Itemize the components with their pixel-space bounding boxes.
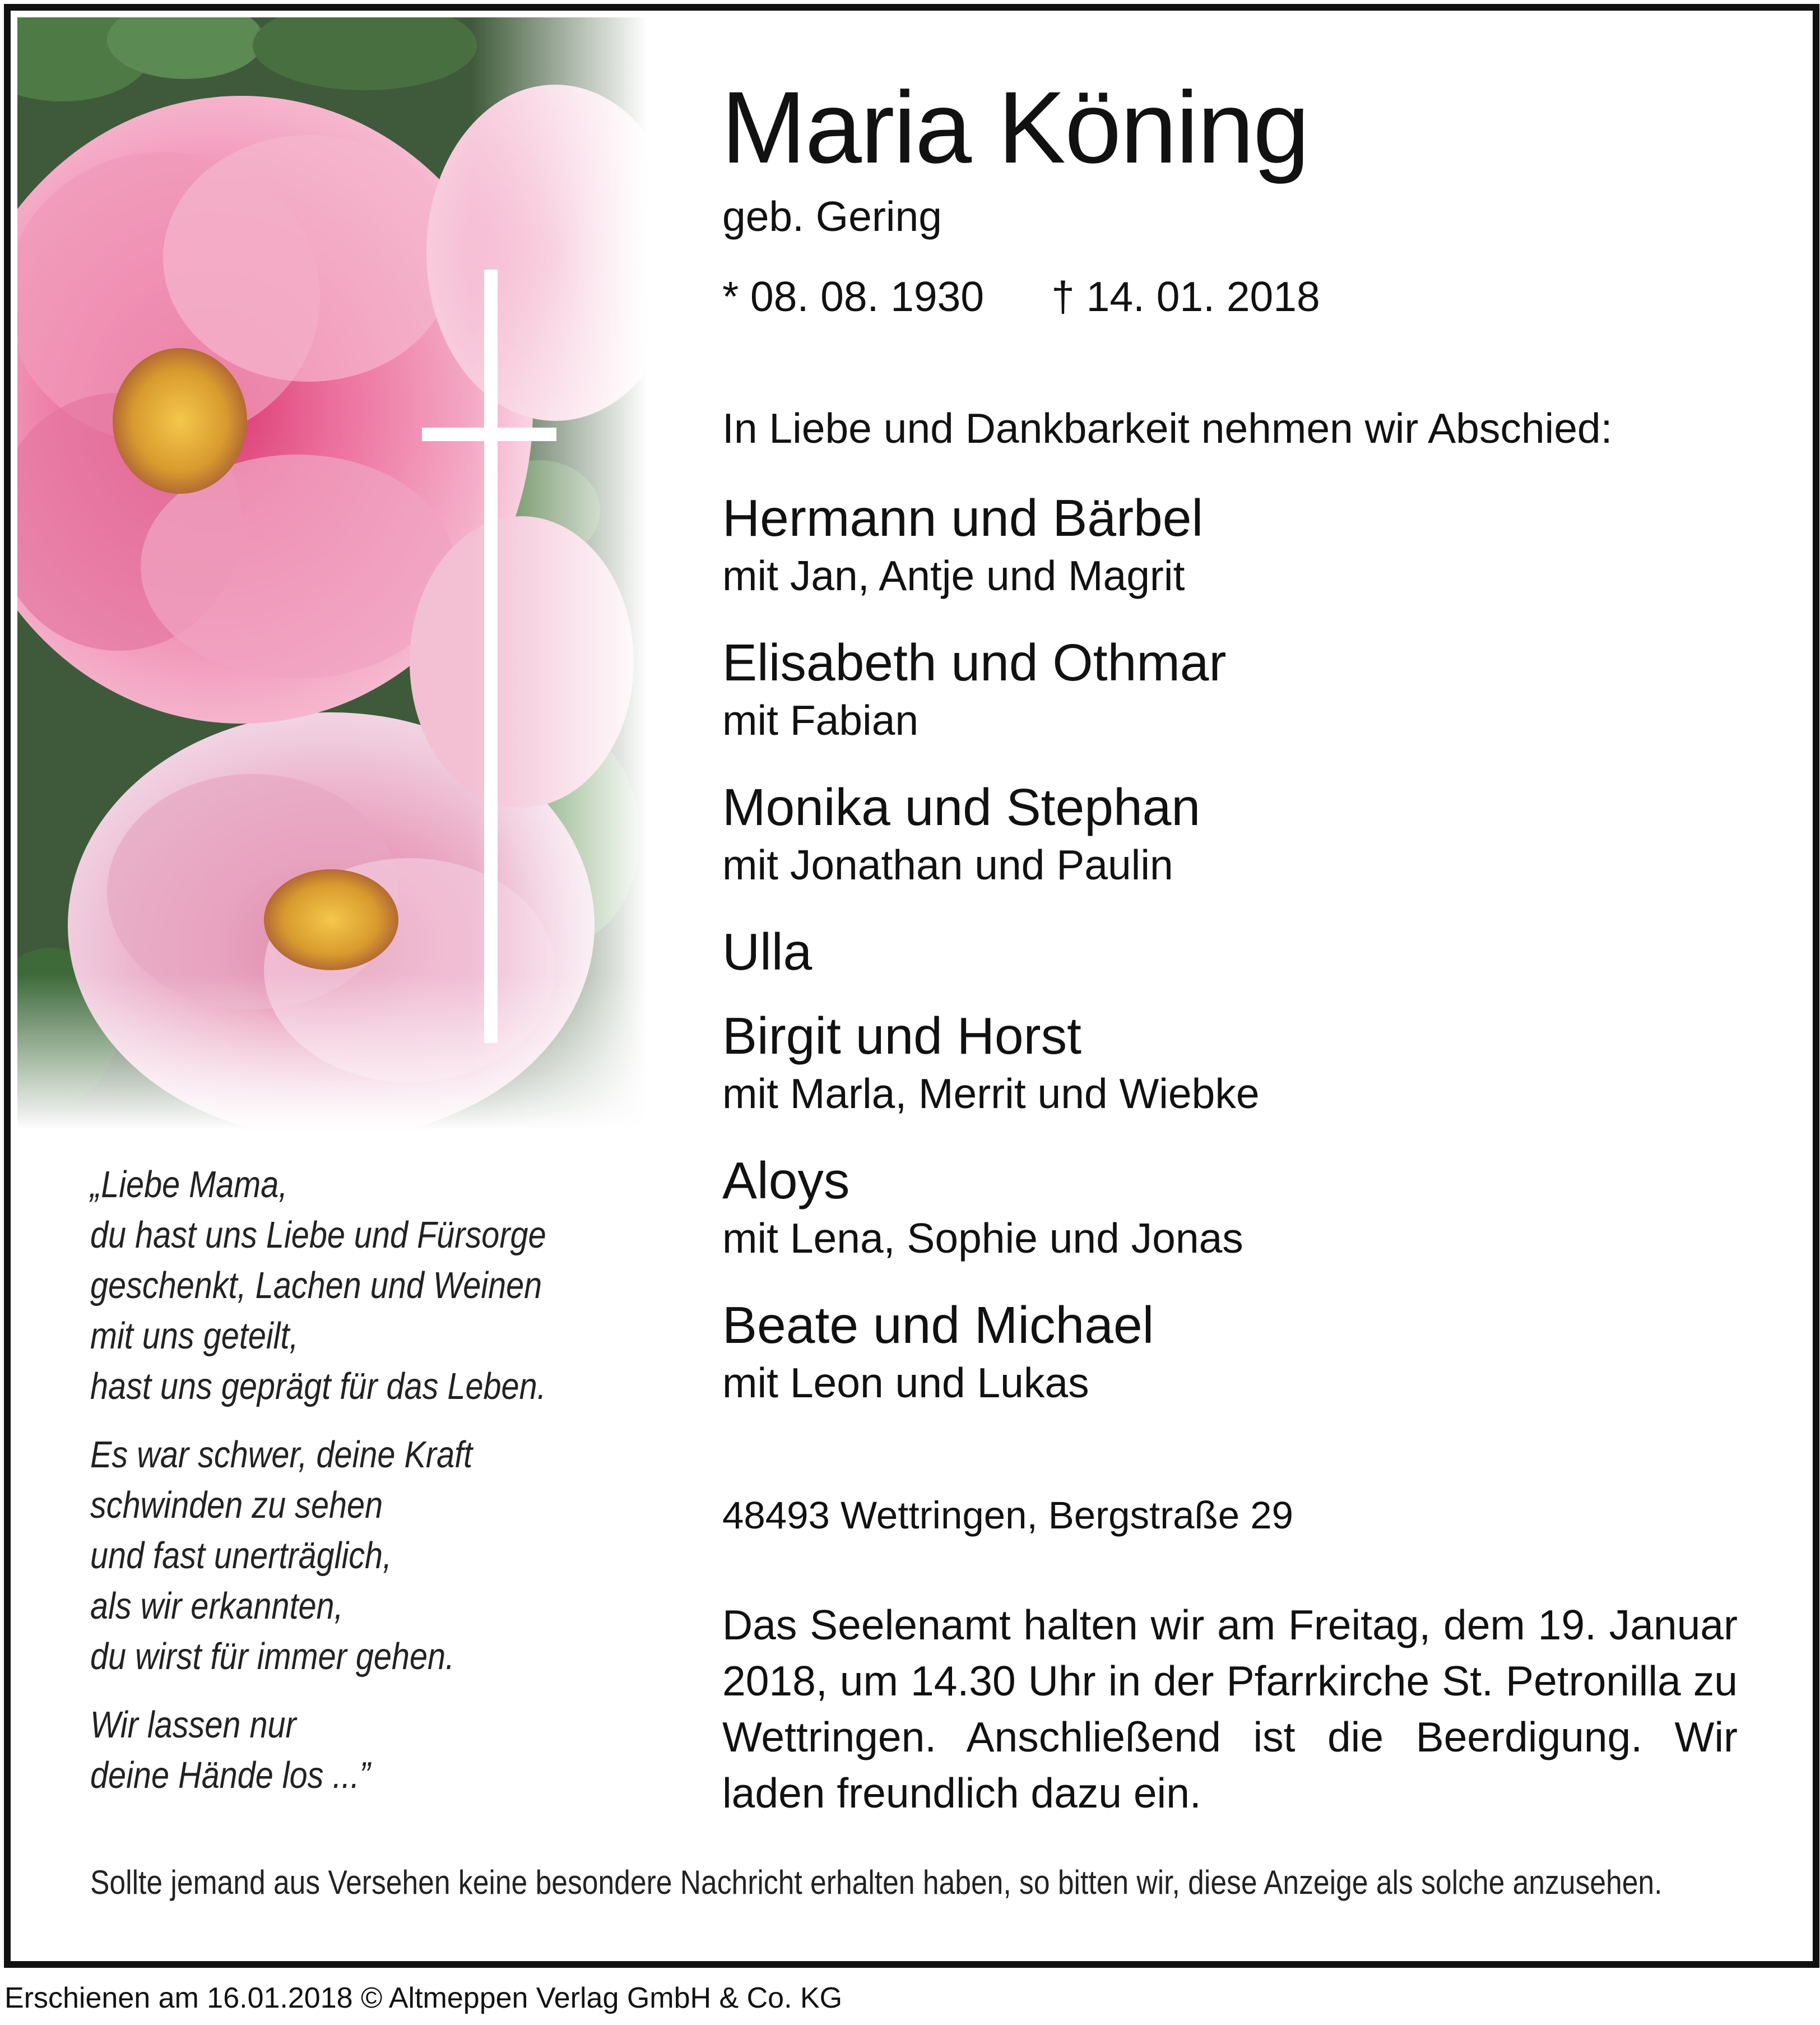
poem-line: hast uns geprägt für das Leben.: [90, 1365, 546, 1407]
birth-date: * 08. 08. 1930: [722, 273, 985, 320]
family-head: Beate und Michael: [722, 1296, 1154, 1354]
publication-footer: Erschienen am 16.01.2018 © Altmeppen Verlag GmbH & Co. KG: [4, 1982, 843, 2014]
poem-line: du wirst für immer gehen.: [90, 1635, 455, 1678]
maiden-name: geb. Gering: [722, 193, 942, 240]
family-entry: [722, 1294, 1742, 1411]
family-entry: [722, 1150, 1742, 1294]
poem-line: Es war schwer, deine Kraft: [90, 1434, 473, 1476]
family-sub: mit Lena, Sophie und Jonas: [722, 1215, 1243, 1262]
obituary-frame: [4, 4, 1819, 1968]
family-head: Ulla: [722, 923, 812, 981]
family-head: Birgit und Horst: [722, 1007, 1081, 1065]
life-dates: [722, 271, 1320, 322]
poem-line: Wir lassen nur: [90, 1704, 296, 1746]
poem-line: „Liebe Mama,: [90, 1164, 288, 1206]
poem-line: und fast unerträglich,: [90, 1535, 392, 1577]
poem-line: geschenkt, Lachen und Weinen: [90, 1264, 542, 1306]
peony-illustration: [17, 17, 648, 1130]
poem-line: mit uns geteilt,: [90, 1315, 299, 1357]
farewell-intro: In Liebe und Dankbarkeit nehmen wir Abschied:: [722, 405, 1613, 452]
family-sub: mit Marla, Merrit und Wiebke: [722, 1070, 1260, 1117]
family-sub: mit Jan, Antje und Magrit: [722, 552, 1185, 599]
family-entry: [722, 632, 1742, 776]
family-sub: mit Fabian: [722, 697, 919, 744]
service-info: Das Seelenamt halten wir am Freitag, dem 19. Januar 2018, um 14.30 Uhr in der Pfarrkirche St. Petronilla zu Wettringen. Anschließend ist die Beerdigung. Wir laden freundlich dazu ein.: [722, 1601, 1738, 1817]
family-sub: mit Leon und Lukas: [722, 1359, 1089, 1406]
family-head: Monika und Stephan: [722, 778, 1201, 836]
poem-stanza-3: [90, 1700, 563, 1801]
poem-line: als wir erkannten,: [90, 1585, 343, 1627]
deceased-name: Maria Köning: [721, 70, 1309, 184]
poem-line: schwinden zu sehen: [90, 1484, 383, 1526]
poem-stanza-1: [90, 1160, 563, 1412]
poem-line: du hast uns Liebe und Fürsorge: [90, 1214, 546, 1256]
poem-stanza-2: [90, 1430, 563, 1682]
family-entry: [722, 1005, 1742, 1150]
family-head: Elisabeth und Othmar: [722, 633, 1227, 692]
address: 48493 Wettringen, Bergstraße 29: [722, 1494, 1293, 1537]
poem: [90, 1160, 563, 1819]
family-sub: mit Jonathan und Paulin: [722, 841, 1173, 888]
cross-icon: [484, 270, 498, 1043]
poem-line: deine Hände los ...”: [90, 1754, 370, 1796]
family-entry: [722, 921, 1742, 1005]
family-head: Hermann und Bärbel: [722, 489, 1204, 547]
peony-picture: [17, 17, 648, 1130]
family-head: Aloys: [722, 1151, 850, 1210]
death-date: † 14. 01. 2018: [1051, 273, 1320, 320]
family-list: [722, 487, 1742, 1411]
family-entry: [722, 776, 1742, 921]
family-entry: [722, 487, 1742, 632]
notice-text: Sollte jemand aus Versehen keine besondere Nachricht erhalten haben, so bitten wir, diese Anzeige als solche anzusehen.: [90, 1864, 1663, 1901]
